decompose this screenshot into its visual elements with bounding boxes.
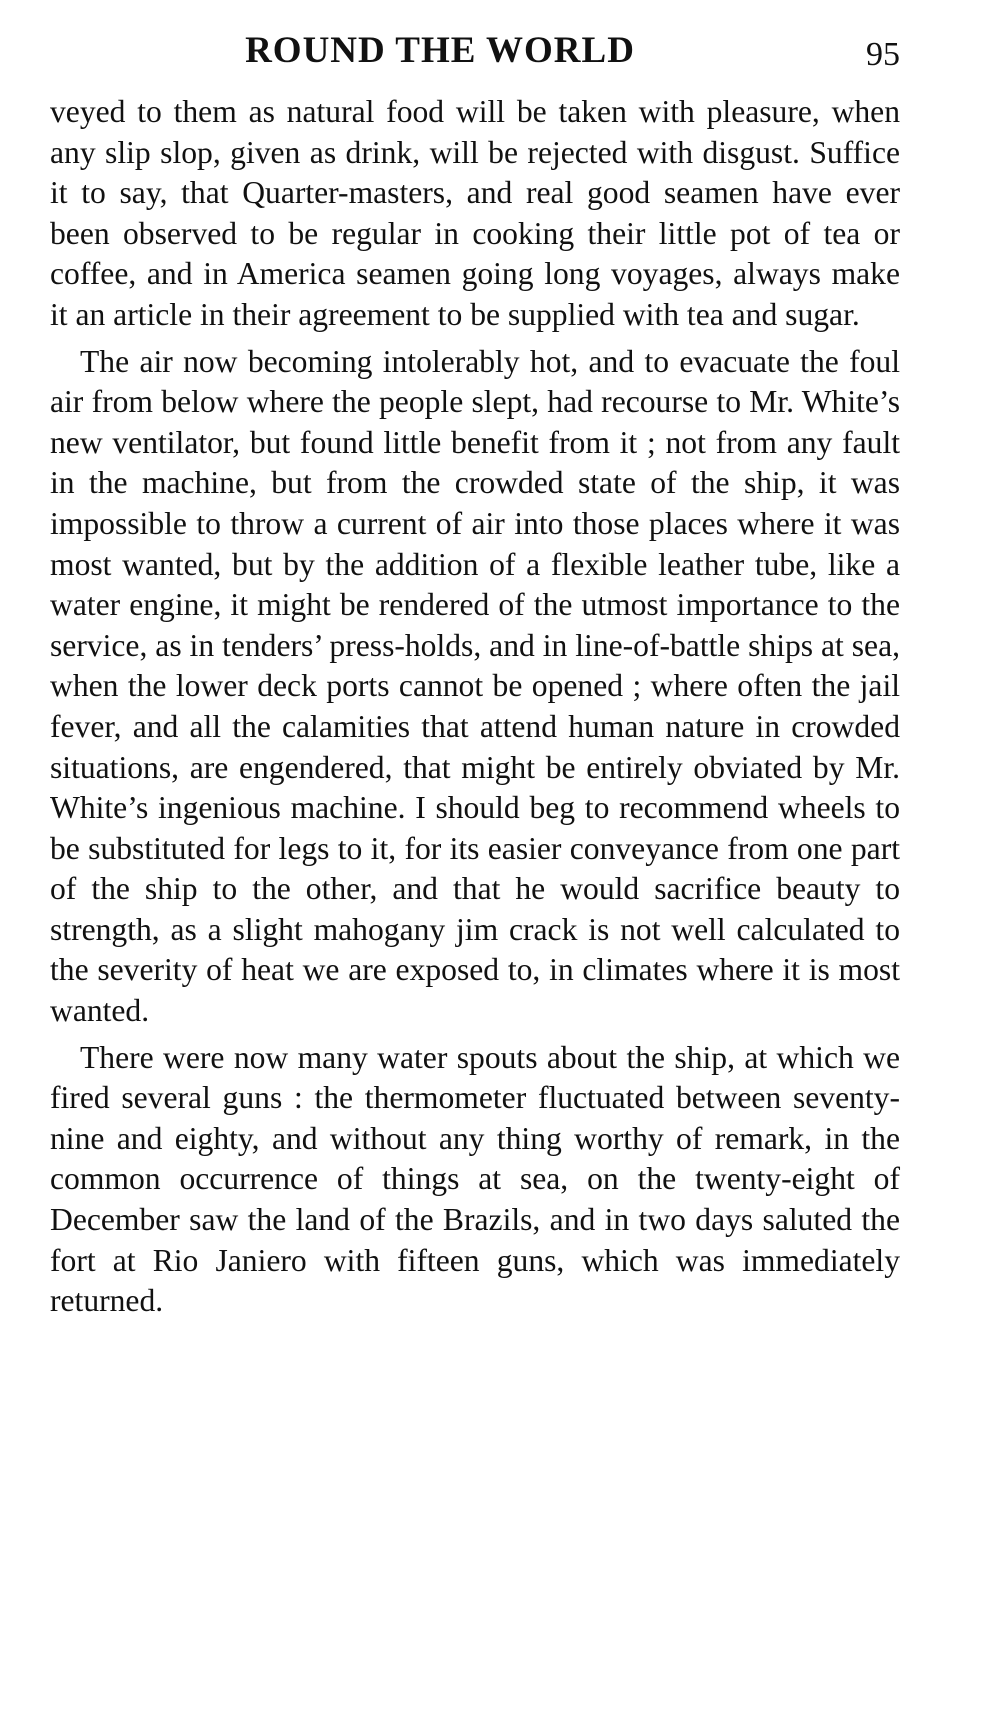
paragraph-ventilator: The air now becoming intolerably hot, and to evacuate the foul air from below where the people slept, had recourse to Mr. White’s new ventilator, but found little benefit from it ; not from any fault in the machine, but from the crowded state of the ship, it was impossible to throw a current of air into those places where it was most wanted, but by the addition of a flexible leather tube, like a water engine, it might be rendered of the utmost importance to the service, as in tenders’ press-holds, and in line-of-battle ships at sea, when the lower deck ports cannot be opened ; where often the jail fever, and all the calamities that attend human nature in crowded situations, are engendered, that might be entirely obviated by Mr. White’s ingenious machine. I should beg to recommend wheels to be substituted for legs to it, for its easier conveyance from one part of the ship to the other, and that he would sacrifice beauty to strength, as a slight mahogany jim crack is not well calculated to the severity of heat we are exposed to, in climates where it is most wanted. — [50, 343, 900, 1029]
book-page — [50, 28, 950, 1328]
running-head — [50, 28, 950, 80]
paragraph-continued: veyed to them as natural food will be taken with pleasure, when any slip slop, given as drink, will be rejected with disgust. Suffice it to say, that Quarter-masters, and real good seamen have ever been observed to be regular in cooking their little pot of tea or coffee, and in America seamen going long voyages, always make it an article in their agreement to be supplied with tea and sugar. — [50, 94, 900, 332]
page-number: 95 — [866, 36, 900, 73]
body-text — [50, 92, 900, 1322]
paragraph-water-spouts: There were now many water spouts about the ship, at which we fired several guns : the thermometer fluctuated between seventy-nine and eighty, and without any thing worthy of remark, in the common occurrence of things at sea, on the twenty-eight of December saw the land of the Brazils, and in two days saluted the fort at Rio Janiero with fifteen guns, which was immediately returned. — [50, 1039, 900, 1319]
running-title: ROUND THE WORLD — [245, 30, 635, 71]
